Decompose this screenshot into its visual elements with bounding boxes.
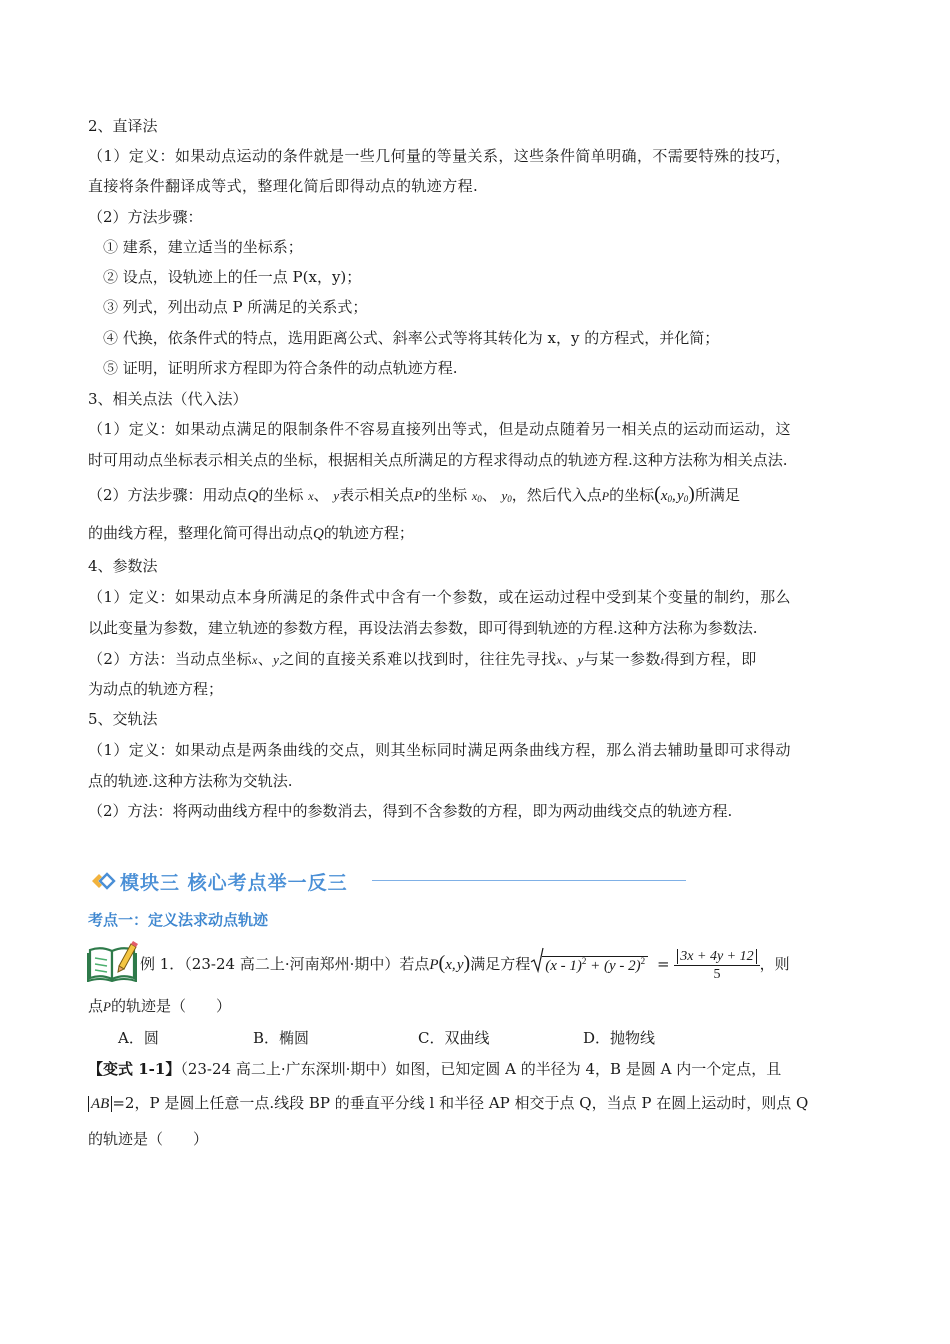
example1-line1: [140, 945, 790, 981]
equals-sign: =: [656, 955, 670, 973]
text-span: 的轨迹方程；: [323, 524, 414, 542]
var-t: t: [660, 655, 665, 667]
method2-step5: ⑤ 证明，证明所求方程即为符合条件的动点轨迹方程.: [103, 359, 458, 377]
method2-step3: ③ 列式，列出动点 P 所满足的关系式；: [103, 298, 368, 316]
book-pencil-icon: [87, 940, 139, 982]
var-x: x: [308, 489, 314, 503]
text-span: 得到方程，即: [664, 650, 757, 668]
method4-def-line1: （1）定义：如果动点本身所满足的条件式中含有一个参数，或在运动过程中受到某个变量的制约，那么: [88, 588, 791, 606]
method3-def-line2: 时可用动点坐标表示相关点的坐标，根据相关点所满足的方程求得动点的轨迹方程.这种方法称为相关点法.: [88, 451, 788, 469]
text-span: （2）方法步骤：用动点: [88, 486, 248, 504]
var-P: P: [414, 488, 423, 503]
variant11-line2: [88, 1093, 808, 1114]
var-y: y: [273, 652, 280, 667]
text-span: 、: [313, 486, 329, 504]
frac-denominator: 5: [713, 966, 721, 982]
method3-def-line1: （1）定义：如果动点满足的限制条件不容易直接列出等式，但是动点随着另一相关点的运动而运动，这: [88, 420, 791, 438]
distance-fraction: [674, 948, 759, 983]
choice-a[interactable]: A．圆: [118, 1029, 159, 1047]
text-span: 满足方程: [470, 955, 531, 973]
text-span: （23-24 高二上·广东深圳·期中）如图，已知定圆 A 的半径为 4，B 是圆 A 内一个定点，且: [180, 1060, 782, 1078]
method2-step4: ④ 代换，依条件式的特点，选用距离公式、斜率公式等将其转化为 x，y 的方程式，并化简；: [103, 329, 720, 347]
text-span: 的坐标: [258, 486, 304, 504]
method5-def-line1: （1）定义：如果动点是两条曲线的交点，则其坐标同时满足两条曲线方程，那么消去辅助量即可求得动: [88, 741, 791, 759]
text-span: ，然后代入点: [511, 486, 602, 504]
variant11-line1: [88, 1059, 781, 1079]
method2-def-line2: 直接将条件翻译成等式，整理化简后即得动点的轨迹方程.: [88, 177, 479, 195]
method4-def-line2: 以此变量为参数，建立轨迹的参数方程，再设法消去参数，即可得到轨迹的方程.这种方法称为参数法.: [88, 619, 758, 637]
var-x: x: [251, 653, 258, 667]
text-span: 、: [257, 650, 274, 668]
text-span: 的轨迹是（ ）: [110, 997, 231, 1015]
method3-steps-line2: [88, 523, 414, 544]
var-x0: $x_0$: [471, 489, 482, 504]
var-x: x: [556, 653, 563, 667]
text-span: =2: [112, 1094, 135, 1112]
point-Pxy: P(x, y): [429, 952, 471, 974]
variant11-line3: 的轨迹是（ ）: [88, 1130, 209, 1148]
frac-numerator: 3x + 4y + 12: [677, 949, 756, 964]
method5-def-line2: 点的轨迹.这种方法称为交轨法.: [88, 772, 293, 790]
method2-def-line1: （1）定义：如果动点运动的条件就是一些几何量的等量关系，这些条件简单明确，不需要特殊的技巧，: [88, 147, 791, 165]
text-span: ，P 是圆上任意一点.线段 BP 的垂直平分线 l 和半径 AP 相交于点 Q，当点 P 在圆上运动时，则点 Q: [134, 1094, 809, 1112]
var-y: y: [577, 652, 584, 667]
text-span: 、: [481, 486, 497, 504]
text-span: 所满足: [694, 486, 740, 504]
method2-step2: ② 设点，设轨迹上的任一点 P(x，y)；: [103, 268, 362, 286]
module-title-bar: [90, 868, 348, 894]
method4-method-line1: [88, 649, 757, 671]
coord-x0y0: ($x_0$, $y_0$): [654, 483, 695, 505]
double-chevron-icon: [90, 871, 116, 891]
choice-c[interactable]: C．双曲线: [418, 1029, 490, 1047]
text-span: （2）方法：当动点坐标: [88, 650, 252, 668]
choice-d[interactable]: D．抛物线: [583, 1029, 656, 1047]
text-span: 表示相关点: [339, 486, 415, 504]
text-span: 与某一参数: [583, 650, 661, 668]
method2-heading: 2、直译法: [88, 117, 158, 135]
var-P: P: [103, 999, 111, 1014]
var-y0: $y_0$: [501, 488, 512, 504]
method5-heading: 5、交轨法: [88, 710, 158, 728]
sqrt-expression: (x - 1)$^2$ + (y - 2)$^2$: [530, 947, 648, 983]
example1-line2: [88, 996, 231, 1017]
text-span: 的坐标: [609, 486, 655, 504]
text-span: 的坐标: [422, 486, 468, 504]
text-span: ，则: [759, 955, 790, 973]
method5-method: （2）方法：将两动曲线方程中的参数消去，得到不含参数的方程，即为两动曲线交点的轨迹方程.: [88, 802, 733, 820]
text-span: 点: [88, 997, 104, 1015]
text-span: 、: [562, 650, 578, 668]
variant-tag: 【变式 1-1】: [88, 1060, 181, 1078]
var-y: y: [333, 488, 340, 503]
method3-steps-line1: [88, 484, 740, 509]
kaodian-title: 考点一：定义法求动点轨迹: [88, 911, 269, 929]
choice-b[interactable]: B．椭圆: [253, 1029, 310, 1047]
method3-heading: 3、相关点法（代入法）: [88, 390, 248, 408]
abs-AB: AB: [88, 1096, 112, 1112]
method4-method-line2: 为动点的轨迹方程；: [88, 680, 224, 698]
method4-heading: 4、参数法: [88, 557, 158, 575]
method2-step1: ① 建系，建立适当的坐标系；: [103, 238, 303, 256]
var-Q2: Q: [313, 526, 324, 542]
module-title: 模块三 核心考点举一反三: [120, 871, 348, 894]
text-span: 之间的直接关系难以找到时，往往先寻找: [279, 650, 557, 668]
text-span: 的曲线方程，整理化简可得出动点: [88, 524, 314, 542]
method2-steps-heading: （2）方法步骤：: [88, 208, 203, 226]
text-span: 例 1．（23-24 高二上·河南郑州·期中）若点: [140, 955, 430, 973]
module-title-rule: [372, 880, 686, 881]
var-P2: P: [601, 489, 610, 503]
var-Q: Q: [247, 488, 259, 504]
